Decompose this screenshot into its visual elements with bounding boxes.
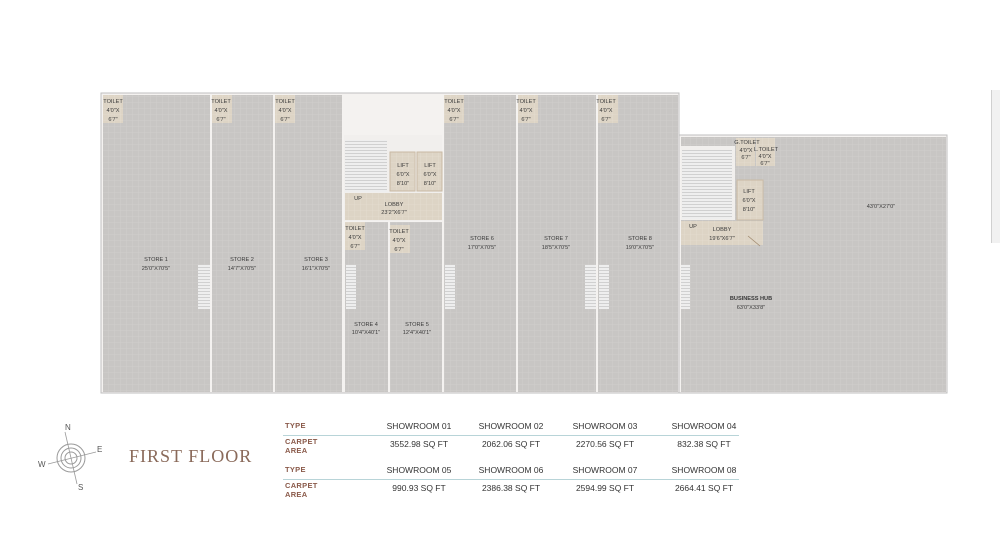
toilet-8-name: TOILET — [596, 99, 616, 105]
toilet-4-name: TOILET — [345, 226, 365, 232]
toilet-4-dim2: 6'7" — [350, 244, 360, 250]
type-label: TYPE — [285, 421, 306, 430]
floor-title: FIRST FLOOR — [129, 446, 253, 466]
store-2 — [212, 95, 273, 392]
l-toilet-name: L.TOILET — [753, 147, 779, 153]
toilet-5-name: TOILET — [389, 229, 409, 235]
toilet-store-3 — [275, 95, 295, 123]
toilet-2-name: TOILET — [211, 99, 231, 105]
store-3-name: STORE 3 — [304, 257, 328, 263]
lift-2-dim1: 6'0"X — [423, 172, 437, 178]
area-cell: 2664.41 SQ FT — [674, 483, 734, 493]
lobby-1-dim: 23'2"X6'7" — [381, 210, 407, 216]
toilet-1-dim2: 6'7" — [108, 117, 118, 123]
toilet-2-dim2: 6'7" — [216, 117, 226, 123]
toilet-1-dim1: 4'0"X — [106, 108, 120, 114]
up-label-1: UP — [354, 196, 362, 202]
toilet-5-dim1: 4'0"X — [392, 238, 406, 244]
type-label: TYPE — [285, 465, 306, 474]
lift-3-dim1: 6'0"X — [742, 198, 756, 204]
toilet-6-dim2: 6'7" — [449, 117, 459, 123]
store-4-name: STORE 4 — [354, 322, 378, 328]
hub-name: BUSINESS HUB — [729, 296, 773, 302]
up-label-2: UP — [689, 224, 697, 230]
compass-e: E — [97, 445, 103, 454]
toilet-store-4 — [345, 222, 365, 250]
store-2-name: STORE 2 — [230, 257, 254, 263]
toilet-1-name: TOILET — [103, 99, 123, 105]
area-cell: 3552.98 SQ FT — [389, 439, 449, 449]
toilet-3-name: TOILET — [275, 99, 295, 105]
toilet-8-dim2: 6'7" — [601, 117, 611, 123]
side-scrollbar[interactable] — [991, 90, 1000, 243]
row-divider — [283, 435, 739, 436]
store-3 — [275, 95, 342, 392]
lift-1-dim2: 8'10" — [396, 181, 410, 187]
toilet-7-name: TOILET — [516, 99, 536, 105]
store-7 — [518, 95, 596, 392]
lift-3-name: LIFT — [743, 189, 755, 195]
l-toilet-dim2: 6'7" — [760, 161, 770, 167]
store-5-name: STORE 5 — [405, 322, 429, 328]
store-8-dim: 19'0"X70'5" — [625, 245, 655, 251]
toilet-store-6 — [444, 95, 464, 123]
store-8-name: STORE 8 — [628, 236, 652, 242]
store-7-dim: 18'5"X70'5" — [541, 245, 571, 251]
store-6 — [444, 95, 516, 392]
lobby-1-name: LOBBY — [384, 202, 404, 208]
compass-n: N — [65, 423, 71, 432]
area-cell: 2386.38 SQ FT — [481, 483, 541, 493]
store-6-dim: 17'0"X70'5" — [467, 245, 497, 251]
hub-dim: 63'0"X33'8" — [736, 305, 766, 311]
toilet-3-dim2: 6'7" — [280, 117, 290, 123]
store-4-dim: 10'4"X40'1" — [351, 330, 381, 336]
type-cell: SHOWROOM 04 — [671, 421, 737, 431]
store-6-name: STORE 6 — [470, 236, 494, 242]
area-cell: 2594.99 SQ FT — [575, 483, 635, 493]
toilet-7-dim1: 4'0"X — [519, 108, 533, 114]
lift-1-name: LIFT — [397, 163, 409, 169]
type-cell: SHOWROOM 03 — [572, 421, 638, 431]
type-cell: SHOWROOM 08 — [671, 465, 737, 475]
toilet-store-1 — [103, 95, 123, 123]
area-cell: 2062.06 SQ FT — [481, 439, 541, 449]
lift-2-dim2: 8'10" — [423, 181, 437, 187]
store-3-dim: 16'1"X70'5" — [301, 266, 331, 272]
type-cell: SHOWROOM 02 — [478, 421, 544, 431]
type-cell: SHOWROOM 05 — [386, 465, 452, 475]
hub-upper-dim: 43'0"X27'0" — [866, 204, 896, 210]
toilet-6-dim1: 4'0"X — [447, 108, 461, 114]
lift-3-dim2: 8'10" — [742, 207, 756, 213]
l-toilet-dim1: 4'0"X — [758, 154, 772, 160]
toilet-2-dim1: 4'0"X — [214, 108, 228, 114]
toilet-6-name: TOILET — [444, 99, 464, 105]
area-cell: 990.93 SQ FT — [392, 483, 446, 493]
area-cell: 832.38 SQ FT — [677, 439, 731, 449]
row-divider — [283, 479, 739, 480]
store-1-name: STORE 1 — [144, 257, 168, 263]
type-cell: SHOWROOM 07 — [572, 465, 638, 475]
core-block-1 — [344, 135, 442, 221]
toilet-7-dim2: 6'7" — [521, 117, 531, 123]
type-cell: SHOWROOM 06 — [478, 465, 544, 475]
toilet-store-7 — [516, 95, 538, 123]
area-cell: 2270.56 SQ FT — [575, 439, 635, 449]
toilet-store-5 — [389, 225, 410, 253]
type-cell: SHOWROOM 01 — [386, 421, 452, 431]
carpet-area-label: CARPET AREA — [285, 437, 318, 455]
lobby-2-dim: 19'6"X6'7" — [709, 236, 735, 242]
toilet-store-2 — [211, 95, 232, 123]
g-toilet-name: G.TOILET — [734, 140, 760, 146]
compass-s: S — [78, 483, 84, 492]
toilet-8-dim1: 4'0"X — [599, 108, 613, 114]
toilet-5-dim2: 6'7" — [394, 247, 404, 253]
lift-1-dim1: 6'0"X — [396, 172, 410, 178]
compass-w: W — [38, 460, 46, 469]
lobby-2-name: LOBBY — [712, 227, 732, 233]
toilet-4-dim1: 4'0"X — [348, 235, 362, 241]
store-8 — [598, 95, 678, 392]
store-7-name: STORE 7 — [544, 236, 568, 242]
toilet-3-dim1: 4'0"X — [278, 108, 292, 114]
store-1-dim: 25'0"X70'5" — [141, 266, 171, 272]
carpet-area-label: CARPET AREA — [285, 481, 318, 499]
lift-2-name: LIFT — [424, 163, 436, 169]
store-1 — [103, 95, 210, 392]
store-2-dim: 14'7"X70'5" — [227, 266, 257, 272]
g-toilet-dim2: 6'7" — [741, 155, 751, 161]
business-hub — [681, 137, 946, 392]
compass-rose — [36, 422, 106, 492]
toilet-store-8 — [596, 95, 618, 123]
store-5-dim: 12'4"X40'1" — [402, 330, 432, 336]
g-toilet-dim1: 4'0"X — [739, 148, 753, 154]
